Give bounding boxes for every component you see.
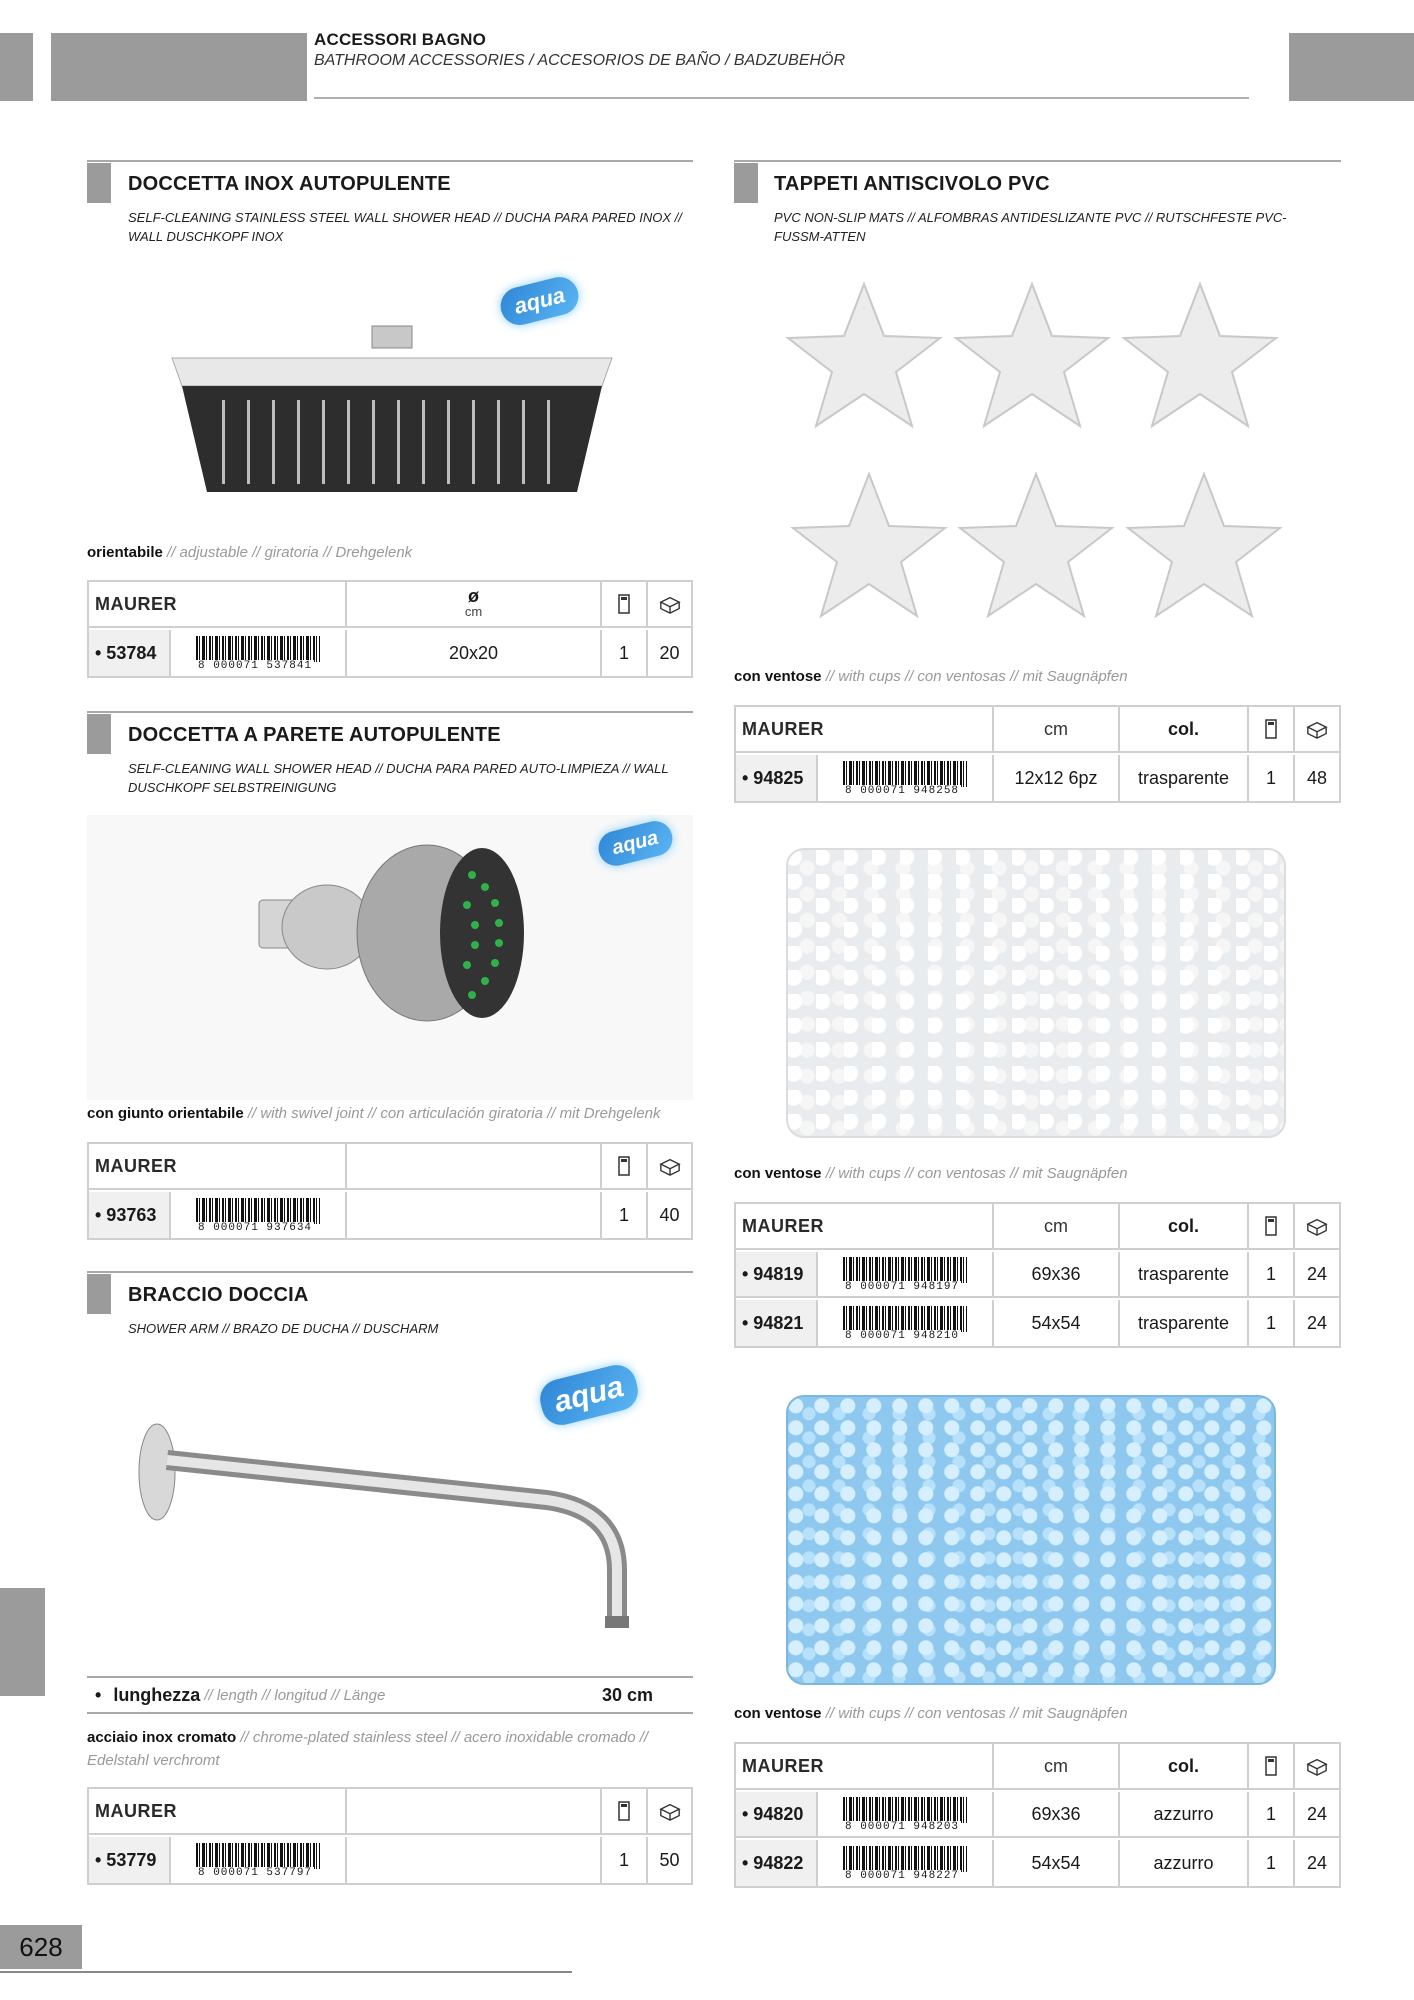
ean-number: 8 000071 537841 xyxy=(198,660,313,672)
ean-number: 8 000071 948203 xyxy=(845,1821,960,1833)
brand-logo: MAURER xyxy=(736,1204,994,1248)
box-column-header xyxy=(1295,707,1339,751)
table-row xyxy=(736,755,1339,801)
side-tab xyxy=(0,1588,45,1696)
box-icon xyxy=(659,593,681,615)
size-column-header: cm xyxy=(994,707,1120,751)
size-value: 69x36 xyxy=(994,1252,1120,1296)
ean-number: 8 000071 948197 xyxy=(845,1281,960,1293)
brand-logo: MAURER xyxy=(736,707,994,751)
product-code: • 93763 xyxy=(89,1192,171,1238)
unit-column-header xyxy=(1249,707,1295,751)
product-table xyxy=(87,1787,693,1885)
table-header-row xyxy=(736,1744,1339,1790)
box-column-header xyxy=(648,1789,691,1833)
empty-column-header xyxy=(347,1789,602,1833)
section-divider xyxy=(734,160,1341,162)
table-row xyxy=(736,1300,1339,1346)
footer-divider xyxy=(0,1971,572,1973)
box-column-header xyxy=(1295,1744,1339,1788)
product-subtitle: PVC NON-SLIP MATS // ALFOMBRAS ANTIDESLIZANTE PVC // RUTSCHFESTE PVC-FUSSM-ATTEN xyxy=(774,210,1287,244)
product-code: • 94819 xyxy=(736,1252,818,1296)
section-marker xyxy=(734,163,758,203)
aqua-badge: aqua xyxy=(497,273,583,329)
table-row xyxy=(89,1192,691,1238)
size-value: 54x54 xyxy=(994,1840,1120,1886)
color-value: trasparente xyxy=(1120,1300,1249,1346)
barcode xyxy=(818,755,994,801)
cm-label: cm xyxy=(464,604,483,619)
product-feature-caption xyxy=(734,1165,1128,1182)
aqua-badge: aqua xyxy=(595,817,676,869)
product-feature-caption xyxy=(87,544,412,561)
box-column-header xyxy=(1295,1204,1339,1248)
product-title: DOCCETTA A PARETE AUTOPULENTE xyxy=(128,724,501,746)
caption-translations: // with swivel joint // con articulación giratoria // mit Drehgelenk xyxy=(243,1105,661,1122)
unit-icon xyxy=(1260,1215,1282,1237)
barcode xyxy=(818,1792,994,1836)
color-column-header: col. xyxy=(1120,1744,1249,1788)
brand-logo: MAURER xyxy=(89,582,347,626)
section-divider xyxy=(87,711,693,713)
empty-value xyxy=(347,1192,602,1238)
product-code: • 53779 xyxy=(89,1837,171,1883)
size-column-header: cm xyxy=(994,1204,1120,1248)
star-mats-photo xyxy=(774,262,1314,652)
diameter-column-header xyxy=(347,582,602,626)
box-value: 20 xyxy=(659,642,680,663)
table-header-row xyxy=(89,582,691,628)
caption-label: con giunto orientabile xyxy=(87,1105,244,1122)
caption-translations: // chrome-plated stainless steel // acero inoxidable cromado // Edelstahl verchromt xyxy=(87,1729,649,1769)
size-value: 20x20 xyxy=(347,630,602,676)
unit-column-header xyxy=(602,1789,648,1833)
box-icon xyxy=(1306,718,1328,740)
product-code: • 94825 xyxy=(736,755,818,801)
product-table xyxy=(87,1142,693,1240)
empty-column-header xyxy=(347,1144,602,1188)
color-value: azzurro xyxy=(1120,1792,1249,1836)
caption-translations: // with cups // con ventosas // mit Saugnäpfen xyxy=(821,1705,1128,1722)
aqua-badge: aqua xyxy=(536,1361,642,1429)
product-code: • 94822 xyxy=(736,1840,818,1886)
caption-label: orientabile xyxy=(87,544,163,561)
unit-value: 1 xyxy=(602,630,648,676)
section-marker xyxy=(87,1274,111,1314)
barcode xyxy=(818,1252,994,1296)
page-number: 628 xyxy=(0,1925,82,1969)
caption-label: con ventose xyxy=(734,1705,822,1722)
caption-translations: // adjustable // giratoria // Drehgelenk xyxy=(162,544,413,561)
box-value: 48 xyxy=(1306,767,1328,788)
diameter-icon: ø xyxy=(468,586,479,606)
product-title: DOCCETTA INOX AUTOPULENTE xyxy=(128,173,451,195)
caption-label: acciaio inox cromato xyxy=(87,1729,237,1746)
box-value: 50 xyxy=(659,1849,680,1870)
size-value: 69x36 xyxy=(994,1792,1120,1836)
section-divider xyxy=(87,160,693,162)
color-value: trasparente xyxy=(1120,1252,1249,1296)
caption-label: con ventose xyxy=(734,1165,822,1182)
color-column-header: col. xyxy=(1120,1204,1249,1248)
box-value: 24 xyxy=(1306,1803,1328,1824)
header-divider xyxy=(314,97,1249,99)
page-header-subtitle: BATHROOM ACCESSORIES / ACCESORIOS DE BAÑO / BADZUBEHÖR xyxy=(314,52,846,69)
unit-icon xyxy=(613,593,635,615)
barcode xyxy=(171,1837,347,1883)
length-row xyxy=(87,1676,693,1714)
box-value: 24 xyxy=(1306,1852,1328,1873)
unit-icon xyxy=(613,1155,635,1177)
section-marker xyxy=(87,163,111,203)
barcode xyxy=(818,1840,994,1886)
unit-value: 1 xyxy=(1249,755,1295,801)
table-row xyxy=(736,1840,1339,1886)
box-value: 24 xyxy=(1306,1312,1328,1333)
unit-value: 1 xyxy=(1249,1252,1295,1296)
product-code: • 94821 xyxy=(736,1300,818,1346)
unit-icon xyxy=(1260,718,1282,740)
product-subtitle: SELF-CLEANING STAINLESS STEEL WALL SHOWER HEAD // DUCHA PARA PARED INOX // WALL DUSCHKOPF INOX xyxy=(128,210,682,244)
size-value: 54x54 xyxy=(994,1300,1120,1346)
caption-translations: // with cups // con ventosas // mit Saugnäpfen xyxy=(821,668,1128,685)
caption-translations: // with cups // con ventosas // mit Saugnäpfen xyxy=(821,1165,1128,1182)
blue-mat-photo xyxy=(786,1395,1276,1685)
product-table xyxy=(87,580,693,678)
star-mats-image xyxy=(774,262,1314,652)
section-divider xyxy=(87,1271,693,1273)
ean-number: 8 000071 948227 xyxy=(845,1870,960,1882)
unit-column-header xyxy=(1249,1744,1295,1788)
length-value: 30 cm xyxy=(601,1684,653,1705)
box-icon xyxy=(1306,1755,1328,1777)
caption-label: con ventose xyxy=(734,668,822,685)
length-label: lunghezza xyxy=(113,1684,201,1705)
header-grey-left xyxy=(51,33,307,101)
bullet: • xyxy=(95,1684,102,1705)
header-grey-right xyxy=(1289,33,1414,101)
unit-column-header xyxy=(1249,1204,1295,1248)
product-feature-caption xyxy=(734,1705,1128,1722)
ean-number: 8 000071 948258 xyxy=(845,785,960,797)
unit-value: 1 xyxy=(1249,1792,1295,1836)
table-row xyxy=(736,1792,1339,1838)
unit-icon xyxy=(1260,1755,1282,1777)
table-header-row xyxy=(736,707,1339,753)
ean-number: 8 000071 537797 xyxy=(198,1867,313,1879)
unit-icon xyxy=(613,1800,635,1822)
table-header-row xyxy=(89,1144,691,1190)
color-value: azzurro xyxy=(1120,1840,1249,1886)
unit-column-header xyxy=(602,582,648,626)
product-feature-caption xyxy=(734,668,1128,685)
page-header-title: ACCESSORI BAGNO xyxy=(314,30,487,49)
unit-column-header xyxy=(602,1144,648,1188)
table-header-row xyxy=(89,1789,691,1835)
color-column-header: col. xyxy=(1120,707,1249,751)
empty-value xyxy=(347,1837,602,1883)
ean-number: 8 000071 937634 xyxy=(198,1222,313,1234)
unit-value: 1 xyxy=(602,1837,648,1883)
table-row xyxy=(89,630,691,676)
barcode xyxy=(171,630,347,676)
barcode xyxy=(171,1192,347,1238)
box-column-header xyxy=(648,1144,691,1188)
section-marker xyxy=(87,714,111,754)
product-subtitle: SHOWER ARM // BRAZO DE DUCHA // DUSCHARM xyxy=(128,1321,439,1336)
brand-logo: MAURER xyxy=(736,1744,994,1788)
unit-value: 1 xyxy=(602,1192,648,1238)
product-title: BRACCIO DOCCIA xyxy=(128,1284,309,1306)
product-table xyxy=(734,705,1341,803)
product-code: • 53784 xyxy=(89,630,171,676)
product-feature-caption xyxy=(87,1726,693,1772)
length-translations: // length // longitud // Länge xyxy=(204,1686,386,1704)
product-title: TAPPETI ANTISCIVOLO PVC xyxy=(774,173,1050,195)
color-value: trasparente xyxy=(1120,755,1249,801)
product-table xyxy=(734,1202,1341,1348)
table-row xyxy=(89,1837,691,1883)
box-value: 24 xyxy=(1306,1263,1328,1284)
header-grey-left-small xyxy=(0,33,33,101)
brand-logo: MAURER xyxy=(89,1144,347,1188)
product-subtitle: SELF-CLEANING WALL SHOWER HEAD // DUCHA PARA PARED AUTO-LIMPIEZA // WALL DUSCHKOPF SELBSTREINIGUNG xyxy=(128,761,669,795)
table-row xyxy=(736,1252,1339,1298)
unit-value: 1 xyxy=(1249,1840,1295,1886)
product-table xyxy=(734,1742,1341,1888)
box-value: 40 xyxy=(659,1204,680,1225)
box-icon xyxy=(659,1155,681,1177)
size-value: 12x12 6pz xyxy=(994,755,1120,801)
product-code: • 94820 xyxy=(736,1792,818,1836)
ean-number: 8 000071 948210 xyxy=(845,1330,960,1342)
brand-logo: MAURER xyxy=(89,1789,347,1833)
product-feature-caption xyxy=(87,1105,661,1122)
box-icon xyxy=(659,1800,681,1822)
transparent-mat-photo xyxy=(786,848,1286,1138)
box-icon xyxy=(1306,1215,1328,1237)
size-column-header: cm xyxy=(994,1744,1120,1788)
unit-value: 1 xyxy=(1249,1300,1295,1346)
box-column-header xyxy=(648,582,691,626)
table-header-row xyxy=(736,1204,1339,1250)
barcode xyxy=(818,1300,994,1346)
